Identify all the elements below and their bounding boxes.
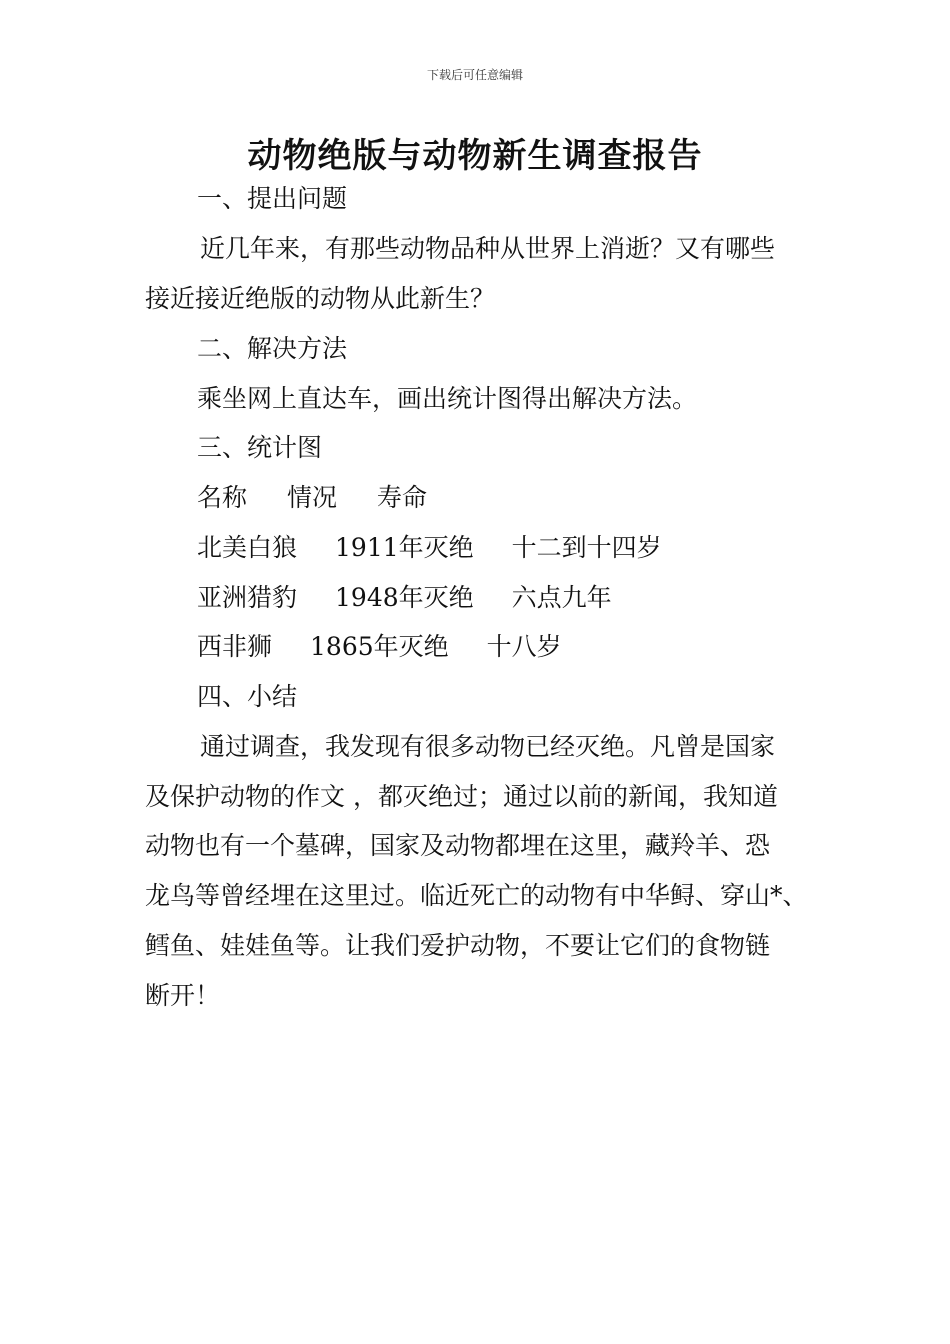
paragraph-line: 龙鸟等曾经埋在这里过。临近死亡的动物有中华鲟、穿山*、 xyxy=(145,881,808,910)
table-cell: 六点九年 xyxy=(511,583,612,612)
document-title: 动物绝版与动物新生调查报告 xyxy=(247,136,703,176)
table-cell: 1911年灭绝 xyxy=(335,533,474,562)
table-header-row xyxy=(197,483,427,513)
section-heading-4: 四、小结 xyxy=(197,682,298,711)
table-cell: 1948年灭绝 xyxy=(335,583,474,612)
paragraph-line: 近几年来，有那些动物品种从世界上消逝？又有哪些 xyxy=(200,234,776,263)
section-heading-2: 二、解决方法 xyxy=(197,334,348,363)
table-cell: 十八岁 xyxy=(486,632,562,661)
table-header-cell: 名称 xyxy=(197,483,248,512)
table-cell: 1865年灭绝 xyxy=(310,632,449,661)
paragraph-line: 通过调查，我发现有很多动物已经灭绝。凡曾是国家 xyxy=(200,732,776,761)
paragraph-line: 鳕鱼、娃娃鱼等。让我们爱护动物，不要让它们的食物链 xyxy=(145,931,771,960)
paragraph-line: 动物也有一个墓碑，国家及动物都埋在这里，藏羚羊、恐 xyxy=(145,831,771,860)
table-cell: 西非狮 xyxy=(197,632,273,661)
paragraph-line: 乘坐网上直达车，画出统计图得出解决方法。 xyxy=(197,384,698,413)
section-heading-1: 一、提出问题 xyxy=(197,184,348,213)
section-heading-3: 三、统计图 xyxy=(197,433,323,462)
paragraph-line: 接近接近绝版的动物从此新生？ xyxy=(145,284,496,313)
table-header-cell: 寿命 xyxy=(377,483,428,512)
table-cell: 十二到十四岁 xyxy=(511,533,662,562)
table-cell: 北美白狼 xyxy=(197,533,298,562)
table-row xyxy=(197,533,662,563)
header-note: 下载后可任意编辑 xyxy=(426,68,523,82)
paragraph-line: 及保护动物的作文 ，都灭绝过；通过以前的新闻，我知道 xyxy=(145,782,778,811)
paragraph-line: 断开！ xyxy=(145,981,221,1010)
table-row xyxy=(197,583,612,613)
table-cell: 亚洲猎豹 xyxy=(197,583,298,612)
table-header-cell: 情况 xyxy=(287,483,338,512)
table-row xyxy=(197,632,562,662)
